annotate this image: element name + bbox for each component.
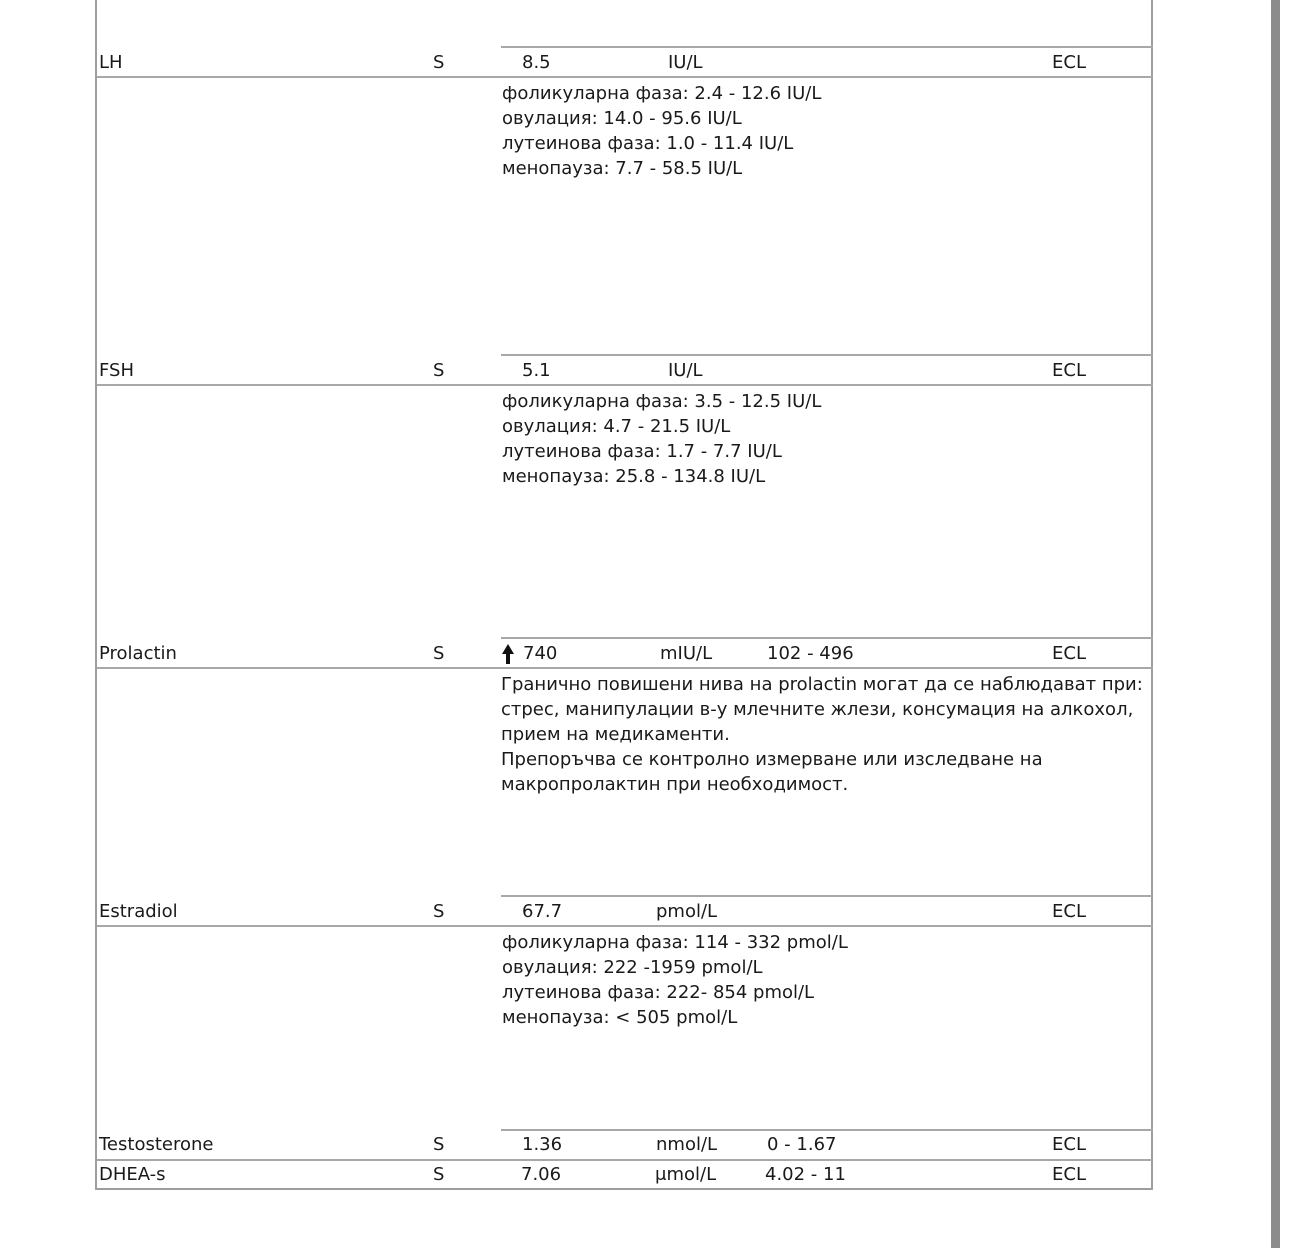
note-line: прием на медикаменти. xyxy=(501,724,730,745)
specimen: S xyxy=(433,1164,445,1185)
row-rule xyxy=(97,667,1153,669)
row-rule xyxy=(97,925,1153,927)
method: ECL xyxy=(1052,1134,1086,1155)
row-rule xyxy=(501,354,1153,356)
note-line: менопауза: < 505 pmol/L xyxy=(502,1007,738,1028)
row-rule xyxy=(97,76,1153,78)
note-line: овулация: 222 -1959 pmol/L xyxy=(502,957,763,978)
test-name: Testosterone xyxy=(99,1134,214,1155)
method: ECL xyxy=(1052,52,1086,73)
test-name: LH xyxy=(99,52,123,73)
result-value: 7.06 xyxy=(521,1164,562,1185)
result-value: 8.5 xyxy=(522,52,551,73)
result-value: 67.7 xyxy=(522,901,563,922)
note-line: Гранично повишени нива на prolactin могат да се наблюдават при: xyxy=(501,674,1143,695)
test-name: Prolactin xyxy=(99,643,177,664)
reference-range: 0 - 1.67 xyxy=(767,1134,837,1155)
test-name: DHEA-s xyxy=(99,1164,166,1185)
page-edge-scrollbar xyxy=(1271,0,1280,1248)
result-value: 740 xyxy=(523,643,558,664)
note-line: менопауза: 25.8 - 134.8 IU/L xyxy=(502,466,766,487)
row-rule xyxy=(501,46,1153,48)
specimen: S xyxy=(433,901,445,922)
result-unit: nmol/L xyxy=(656,1134,718,1155)
interpretation-notes xyxy=(501,672,1143,797)
note-line: фоликуларна фаза: 2.4 - 12.6 IU/L xyxy=(502,83,822,104)
reference-range: 4.02 - 11 xyxy=(765,1164,846,1185)
note-line: лутеинова фаза: 1.7 - 7.7 IU/L xyxy=(502,441,782,462)
note-line: фоликуларна фаза: 3.5 - 12.5 IU/L xyxy=(502,391,822,412)
note-line: менопауза: 7.7 - 58.5 IU/L xyxy=(502,158,743,179)
test-name: FSH xyxy=(99,360,134,381)
test-name: Estradiol xyxy=(99,901,178,922)
note-line: Препоръчва се контролно измерване или изследване на xyxy=(501,749,1043,770)
note-line: лутеинова фаза: 222- 854 pmol/L xyxy=(502,982,815,1003)
method: ECL xyxy=(1052,360,1086,381)
result-value: 1.36 xyxy=(522,1134,563,1155)
note-line: стрес, манипулации в-у млечните жлези, консумация на алкохол, xyxy=(501,699,1134,720)
method: ECL xyxy=(1052,643,1086,664)
result-unit: IU/L xyxy=(668,52,703,73)
reference-notes xyxy=(502,930,848,1030)
specimen: S xyxy=(433,360,445,381)
row-rule xyxy=(501,895,1153,897)
method: ECL xyxy=(1052,1164,1086,1185)
reference-notes xyxy=(502,389,821,489)
note-line: фоликуларна фаза: 114 - 332 pmol/L xyxy=(502,932,848,953)
note-line: лутеинова фаза: 1.0 - 11.4 IU/L xyxy=(502,133,794,154)
result-unit: IU/L xyxy=(668,360,703,381)
row-rule xyxy=(97,1159,1153,1161)
specimen: S xyxy=(433,1134,445,1155)
arrow-up-icon xyxy=(501,643,515,665)
specimen: S xyxy=(433,643,445,664)
reference-notes xyxy=(502,81,821,181)
reference-range: 102 - 496 xyxy=(767,643,854,664)
note-line: овулация: 14.0 - 95.6 IU/L xyxy=(502,108,742,129)
specimen: S xyxy=(433,52,445,73)
method: ECL xyxy=(1052,901,1086,922)
row-rule xyxy=(97,384,1153,386)
row-rule xyxy=(501,1129,1153,1131)
note-line: овулация: 4.7 - 21.5 IU/L xyxy=(502,416,731,437)
row-rule xyxy=(501,637,1153,639)
result-unit: mIU/L xyxy=(660,643,713,664)
result-unit: pmol/L xyxy=(656,901,718,922)
result-unit: μmol/L xyxy=(655,1164,717,1185)
result-value: 5.1 xyxy=(522,360,551,381)
note-line: макропролактин при необходимост. xyxy=(501,774,849,795)
